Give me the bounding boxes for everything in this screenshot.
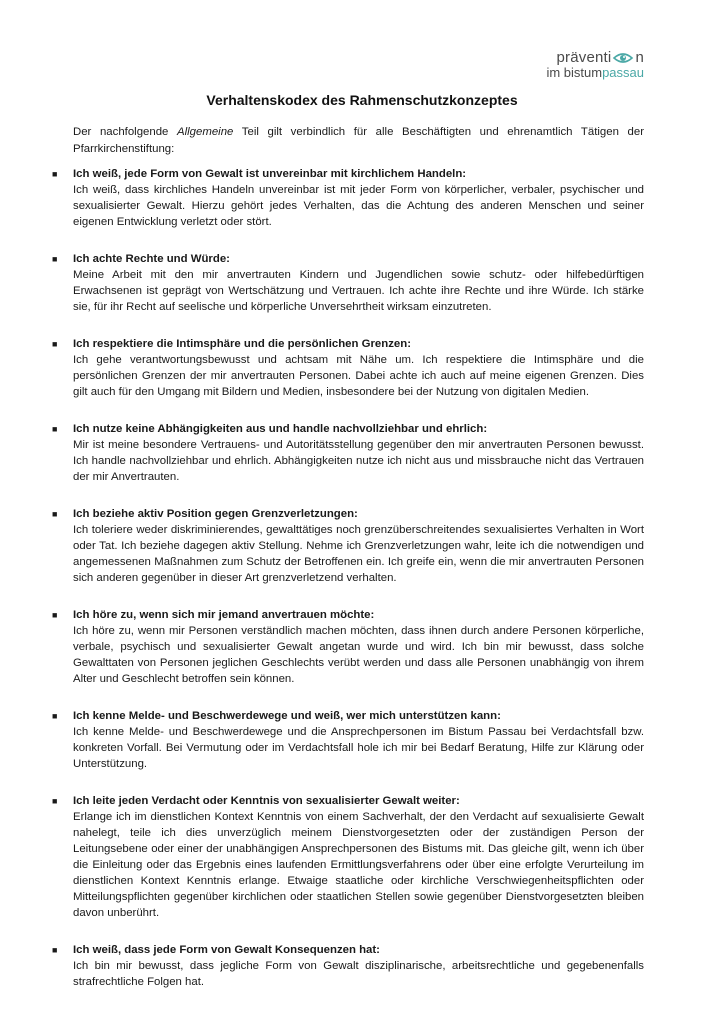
praevention-logo — [546, 50, 644, 79]
section-body: Ich gehe verantwortungsbewusst und achtsam mit Nähe um. Ich respektiere die Intimsphäre und die persönlichen Grenzen der mir anvertrauten Personen. Dabei achte ich auch auf meine eigenen Grenzen. Dies gilt auch für den Umgang mit Bildern und Medien, insbesondere bei der Nutzung von digitalen Medien. — [73, 354, 644, 398]
section-item — [0, 421, 724, 485]
code-sections — [0, 166, 724, 1011]
logo-subtext: im bistum — [546, 65, 603, 80]
bullet-icon: ■ — [52, 424, 58, 434]
intro-text-after: Teil gilt verbindlich für alle Beschäftigten und ehrenamtlich Tätigen der Pfarrkirchenstiftung: — [73, 126, 645, 155]
bullet-icon: ■ — [52, 254, 58, 264]
document-title: Verhaltenskodex des Rahmenschutzkonzeptes — [206, 92, 518, 108]
section-heading: Ich nutze keine Abhängigkeiten aus und handle nachvollziehbar und ehrlich: — [73, 423, 488, 435]
section-heading: Ich kenne Melde- und Beschwerdewege und weiß, wer mich unterstützen kann: — [73, 710, 501, 722]
section-body: Mir ist meine besondere Vertrauens- und Autoritätsstellung gegenüber den mir anvertrauten Personen bewusst. Ich handle nachvollziehbar und ehrlich. Abhängigkeiten nutze ich nicht aus und missbrauche nicht das Vertrauen der mir Anvertrauten. — [73, 439, 644, 483]
section-item — [0, 793, 724, 921]
intro-emphasis: Allgemeine — [177, 126, 234, 138]
section-body: Meine Arbeit mit den mir anvertrauten Kindern und Jugendlichen sowie schutz- oder hilfebedürftigen Erwachsenen ist geprägt von Wertschätzung und Vertrauen. Ich achte ihre Rechte und ihre Würde. Ich stärke sie, für ihr Recht auf seelische und körperliche Unversehrtheit wirksam einzutreten. — [73, 269, 644, 313]
section-item — [0, 607, 724, 687]
bullet-icon: ■ — [52, 796, 58, 806]
section-body: Ich weiß, dass kirchliches Handeln unvereinbar ist mit jeder Form von körperlicher, verbaler, psychischer und sexualisierter Gewalt. Hierzu gehört jedes Verhalten, das die Achtung des anderen Menschen und seiner eigenen Entwicklung verletzt oder stört. — [73, 184, 644, 228]
section-body: Ich kenne Melde- und Beschwerdewege und die Ansprechpersonen im Bistum Passau bei Verdachtsfall bzw. konkreten Vorfall. Bei Vermutung oder im Verdachtsfall hole ich mir bei Bedarf Beratung, Hilfe zur Klärung oder Unterstützung. — [73, 726, 644, 770]
bullet-icon: ■ — [52, 711, 58, 721]
section-item — [0, 942, 724, 990]
section-item — [0, 708, 724, 772]
bullet-icon: ■ — [52, 945, 58, 955]
section-heading: Ich höre zu, wenn sich mir jemand anvertrauen möchte: — [73, 609, 375, 621]
bullet-icon: ■ — [52, 509, 58, 519]
section-body: Ich toleriere weder diskriminierendes, gewalttätiges noch grenzüberschreitendes sexualisiertes Verhalten in Wort oder Tat. Ich beziehe dagegen aktiv Stellung. Nehme ich Grenzverletzungen wahr, leite ich die notwendigen und angemessenen Maßnahmen zum Schutz der Betroffenen ein. Ich greife ein, wenn die mir anvertrauten Personen sich anderen gegenüber in dieser Art grenzverletzend verhalten. — [73, 524, 644, 584]
section-heading: Ich respektiere die Intimsphäre und die persönlichen Grenzen: — [73, 338, 412, 350]
section-body: Ich bin mir bewusst, dass jegliche Form von Gewalt disziplinarische, arbeitsrechtliche und gegebenenfalls strafrechtliche Folgen hat. — [73, 960, 644, 988]
logo-text-part1: präventi — [556, 49, 612, 66]
section-heading: Ich beziehe aktiv Position gegen Grenzverletzungen: — [73, 508, 358, 520]
intro-text-before: Der nachfolgende — [73, 126, 178, 138]
intro-paragraph — [73, 124, 644, 157]
logo-text-part2: n — [635, 49, 644, 66]
section-item — [0, 506, 724, 586]
section-heading: Ich achte Rechte und Würde: — [73, 253, 230, 265]
section-heading: Ich weiß, dass jede Form von Gewalt Konsequenzen hat: — [73, 944, 380, 956]
section-body: Erlange ich im dienstlichen Kontext Kenntnis von einem Sachverhalt, der den Verdacht auf sexualisierte Gewalt nahelegt, teile ich dies unverzüglich meinem Dienstvorgesetzten oder der zuständigen Person der Leitungsebene oder einer der unabhängigen Ansprechpersonen des Bistums mit. Das gleiche gilt, wenn ich über die Einleitung oder das Ergebnis eines laufenden Ermittlungsverfahrens oder über eine erfolgte Verurteilung im dienstlichen Kontext Kenntnis erlange. Etwaige staatliche oder kirchliche Verschwiegenheitspflichten oder Mitteilungspflichten gegenüber kirchlichen oder staatlichen Stellen sowie gegenüber Dienstvorgesetzten bleiben davon unberührt. — [73, 811, 644, 919]
bullet-icon: ■ — [52, 169, 58, 179]
bullet-icon: ■ — [52, 610, 58, 620]
eye-icon — [612, 51, 634, 65]
section-item — [0, 336, 724, 400]
logo-subtext-accent: passau — [602, 65, 644, 80]
section-body: Ich höre zu, wenn mir Personen verständlich machen möchten, dass ihnen durch andere Personen körperliche, verbale, psychisch und sexualisierter Gewalt angetan wurde und wird. Ich bin mir bewusst, dass solche Gewalttaten von Personen jeglichen Geschlechts verübt werden und dass alle Personen unabhängig von ihrem Alter und Geschlecht betroffen sein können. — [73, 625, 644, 685]
section-heading: Ich leite jeden Verdacht oder Kenntnis von sexualisierter Gewalt weiter: — [73, 795, 460, 807]
bullet-icon: ■ — [52, 339, 58, 349]
section-item — [0, 166, 724, 230]
section-heading: Ich weiß, jede Form von Gewalt ist unvereinbar mit kirchlichem Handeln: — [73, 168, 467, 180]
section-item — [0, 251, 724, 315]
